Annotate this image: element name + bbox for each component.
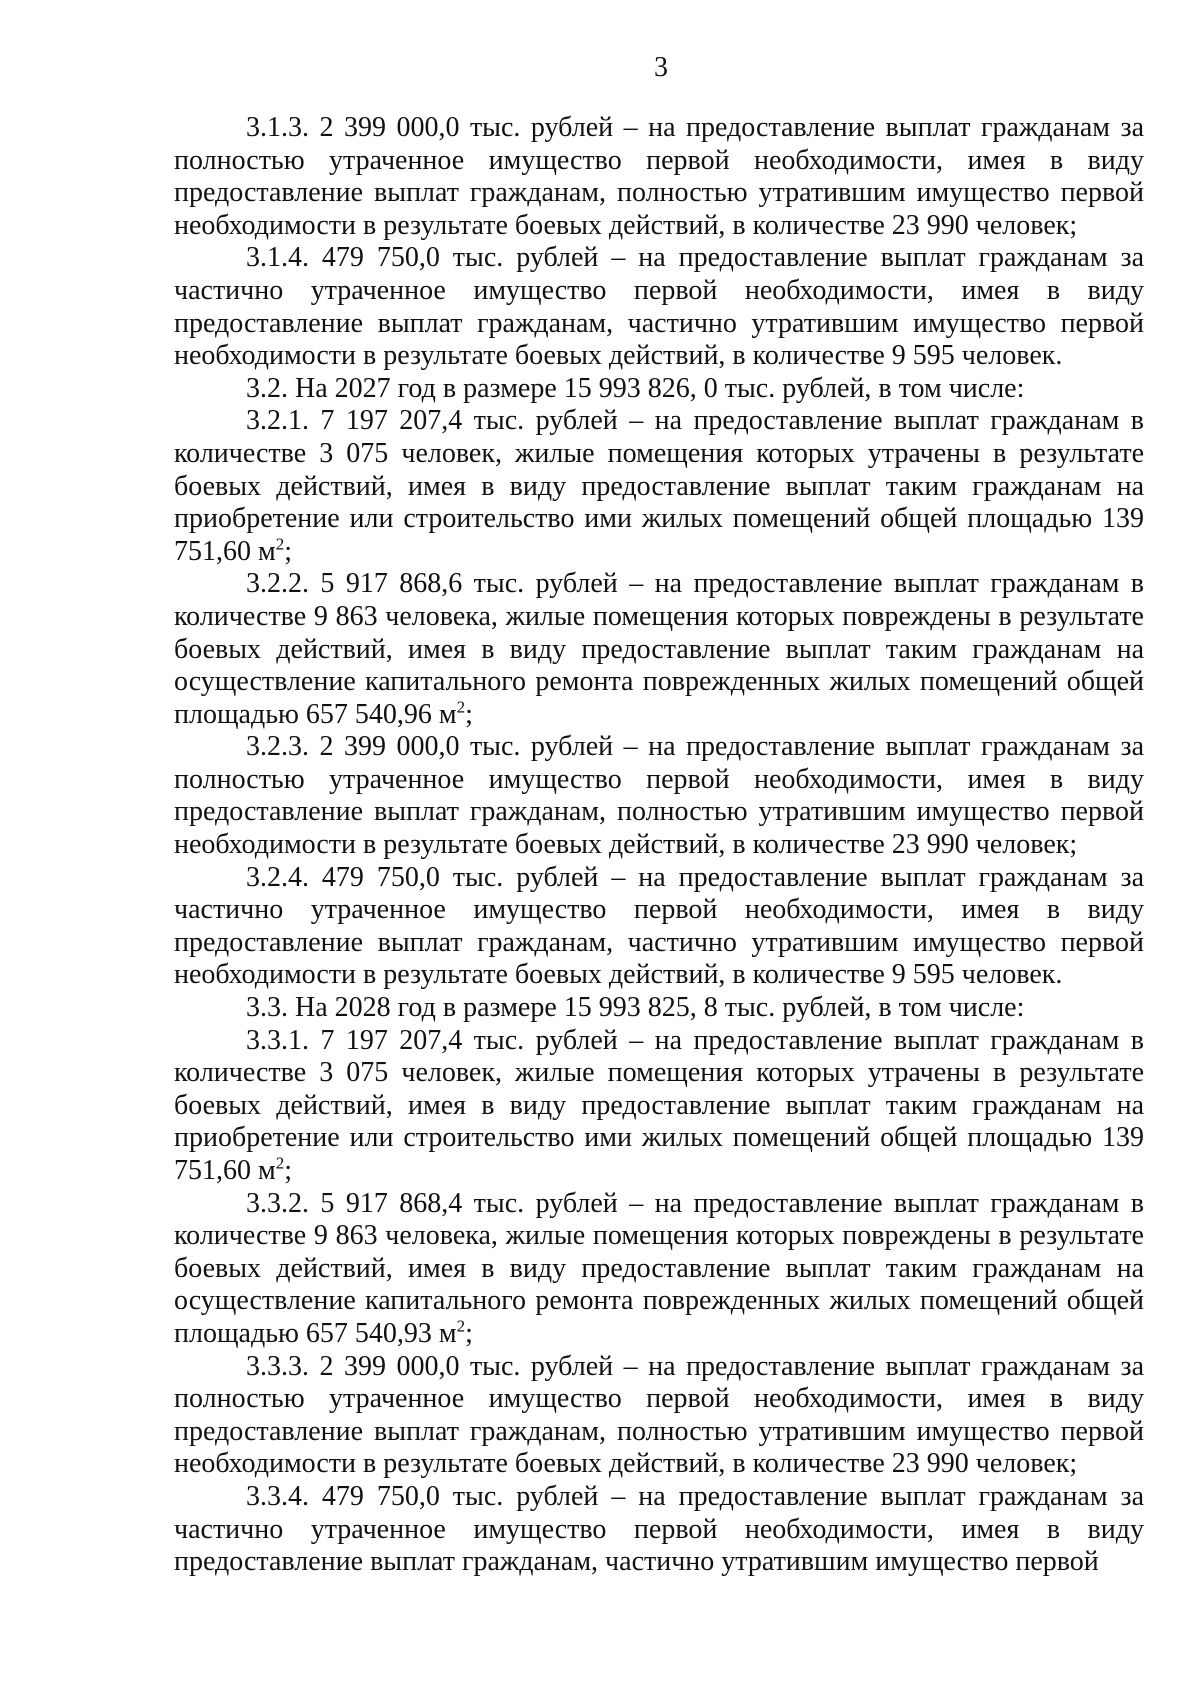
paragraph-text: 3.2. На 2027 год в размере 15 993 826, 0 тыс. рублей, в том числе: [246, 372, 1025, 404]
paragraph-3-3-4 [174, 1481, 1144, 1579]
paragraph-3-2-4 [174, 862, 1144, 992]
superscript: 2 [275, 534, 285, 554]
paragraph-3-3-3 [174, 1351, 1144, 1481]
superscript: 2 [275, 1153, 285, 1173]
paragraph-3-2-2 [174, 568, 1144, 731]
paragraph-text: 3.1.3. 2 399 000,0 тыс. рублей – на предоставление выплат гражданам за полностью утраченное имущество первой необходимости, имея в виду предоставление выплат гражданам, полностью утратившим имущество первой необходимости в результате боевых действий, в количестве 23 990 человек; [174, 112, 1144, 241]
paragraph-text: 3.3.3. 2 399 000,0 тыс. рублей – на предоставление выплат гражданам за полностью утраченное имущество первой необходимости, имея в виду предоставление выплат гражданам, полностью утратившим имущество первой необходимости в результате боевых действий, в количестве 23 990 человек; [174, 1350, 1144, 1480]
paragraph-3-2 [174, 373, 1144, 406]
paragraph-text: 3.3.4. 479 750,0 тыс. рублей – на предоставление выплат гражданам за частично утраченное имущество первой необходимости, имея в виду предоставление выплат гражданам, частично утратившим имущество первой [174, 1480, 1144, 1578]
paragraph-text: 3.2.2. 5 917 868,6 тыс. рублей – на предоставление выплат гражданам в количестве 9 863 человека, жилые помещения которых повреждены в результате боевых действий, имея в виду предоставление выплат таким гражданам на осуществление капитального ремонта поврежденных жилых помещений общей площадью 657 540,96 м [174, 568, 1144, 730]
superscript: 2 [456, 697, 466, 717]
paragraph-text: 3.2.1. 7 197 207,4 тыс. рублей – на предоставление выплат гражданам в количестве 3 075 человек, жилые помещения которых утрачены в результате боевых действий, имея в виду предоставление выплат таким гражданам на приобретение или строительство ими жилых помещений общей площадью 139 751,60 м [174, 405, 1144, 567]
paragraph-3-1-3 [174, 112, 1144, 242]
paragraph-text: 3.3. На 2028 год в размере 15 993 825, 8 тыс. рублей, в том числе: [246, 992, 1025, 1024]
paragraph-text: 3.3.2. 5 917 868,4 тыс. рублей – на предоставление выплат гражданам в количестве 9 863 человека, жилые помещения которых повреждены в результате боевых действий, имея в виду предоставление выплат таким гражданам на осуществление капитального ремонта поврежденных жилых помещений общей площадью 657 540,93 м [174, 1187, 1144, 1349]
paragraph-text: 3.3.1. 7 197 207,4 тыс. рублей – на предоставление выплат гражданам в количестве 3 075 человек, жилые помещения которых утрачены в результате боевых действий, имея в виду предоставление выплат таким гражданам на приобретение или строительство ими жилых помещений общей площадью 139 751,60 м [174, 1024, 1144, 1186]
paragraph-3-3-2 [174, 1188, 1144, 1351]
paragraph-text: 3.2.3. 2 399 000,0 тыс. рублей – на предоставление выплат гражданам за полностью утраченное имущество первой необходимости, имея в виду предоставление выплат гражданам, полностью утратившим имущество первой необходимости в результате боевых действий, в количестве 23 990 человек; [174, 731, 1144, 861]
paragraph-tail: ; [465, 698, 473, 730]
paragraph-3-2-3 [174, 731, 1144, 861]
paragraph-tail: ; [284, 1155, 292, 1186]
page-number: 3 [654, 52, 668, 83]
paragraph-3-3 [174, 992, 1144, 1025]
superscript: 2 [456, 1316, 466, 1336]
paragraph-tail: ; [465, 1317, 473, 1349]
paragraph-tail: ; [284, 535, 292, 567]
paragraph-3-3-1 [174, 1025, 1144, 1188]
paragraph-text: 3.2.4. 479 750,0 тыс. рублей – на предоставление выплат гражданам за частично утраченное имущество первой необходимости, имея в виду предоставление выплат гражданам, частично утратившим имущество первой необходимости в результате боевых действий, в количестве 9 595 человек. [174, 861, 1144, 991]
paragraph-3-1-4 [174, 242, 1144, 372]
document-body [174, 112, 1144, 1579]
paragraph-3-2-1 [174, 405, 1144, 568]
paragraph-text: 3.1.4. 479 750,0 тыс. рублей – на предоставление выплат гражданам за частично утраченное имущество первой необходимости, имея в виду предоставление выплат гражданам, частично утратившим имущество первой необходимости в результате боевых действий, в количестве 9 595 человек. [174, 242, 1144, 372]
